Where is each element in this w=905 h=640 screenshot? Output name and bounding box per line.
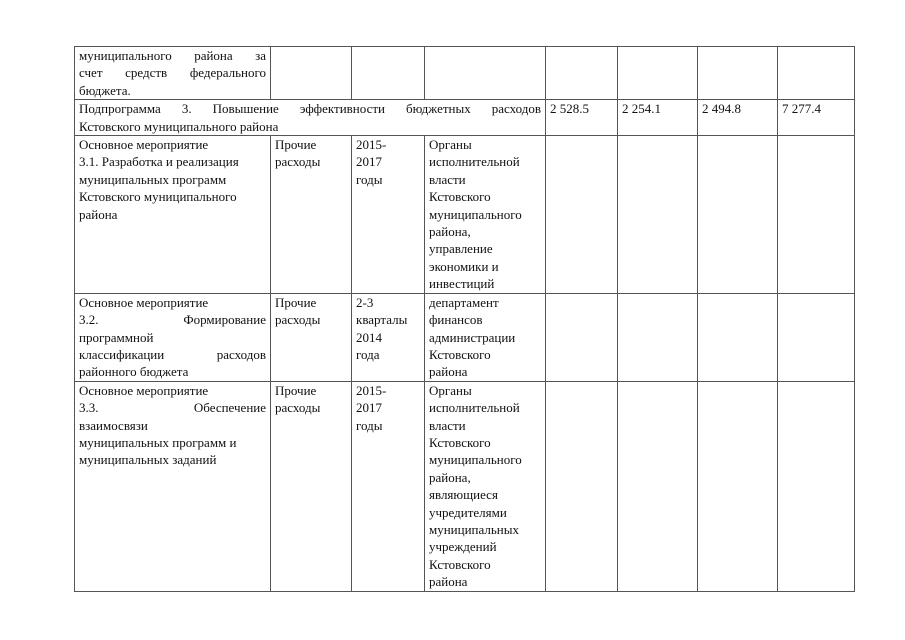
cell-line: района, [429,469,471,485]
cell-line: муниципальных заданий [79,452,217,468]
cell-line: 2017 [356,400,382,416]
table-row-measure-3-1 [75,136,855,294]
table-row-measure-3-2 [75,293,855,381]
word: Обеспечение [193,400,266,416]
empty-cell [425,47,546,100]
cell-line: районного бюджета [79,364,189,380]
table-row-continuation [75,47,855,100]
executor-cell [425,136,546,294]
cell-line: района, [429,224,471,240]
cell-line [79,64,266,81]
executor-cell [425,293,546,381]
word: классификации [79,346,165,362]
cell-line: района [429,364,468,380]
cell-line: муниципальных программ [79,171,227,187]
cell-line: Основное мероприятие [79,294,209,310]
empty-cell [618,381,698,591]
cell-line: власти [429,417,466,433]
cell-line: управление [429,241,493,257]
word: района [194,48,233,63]
cell-line: экономики и [429,258,499,274]
empty-cell [271,47,352,100]
word: за [255,48,266,63]
cell-line [79,311,266,328]
cell-line: Органы [429,382,472,398]
cell-line: расходы [275,154,321,170]
expense-type-cell [271,136,352,294]
expense-type-cell [271,381,352,591]
cell-line: района [79,206,118,222]
word: федерального [189,65,266,81]
empty-cell [698,381,778,591]
subprogram-value-cell: 2 254.1 [618,100,698,136]
cell-line: муниципального [429,452,522,468]
cell-line: года [356,346,380,362]
cell-line: инвестиций [429,276,495,292]
empty-cell [778,47,855,100]
cell-line: учредителями [429,504,507,520]
cell-line: Прочие [275,382,317,398]
empty-cell [618,293,698,381]
cell-line: исполнительной [429,400,520,416]
table-row-measure-3-3 [75,381,855,591]
cell-line: 2-3 [356,294,374,310]
cell-line: власти [429,171,466,187]
cell-line: Основное мероприятие [79,137,209,153]
empty-cell [546,381,618,591]
cell-line: Прочие [275,294,317,310]
subprogram-value-cell: 7 277.4 [778,100,855,136]
cell-line [79,47,266,64]
period-cell [352,293,425,381]
cell-line: кварталы [356,312,408,328]
cell-line: 2017 [356,154,382,170]
measure-name-cell [75,136,271,294]
word: средств [125,65,168,81]
empty-cell [698,293,778,381]
table-row-subprogram [75,100,855,136]
cell-line: муниципальных программ и [79,434,237,450]
word: счет [79,65,103,81]
cell-line: 2015- [356,137,387,153]
subprogram-value-cell: 2 528.5 [546,100,618,136]
word: расходов [216,346,266,362]
cell-line: администрации [429,329,516,345]
cell-line: 2014 [356,329,382,345]
expense-type-cell [271,293,352,381]
cell-line: расходы [275,400,321,416]
word: муниципального [79,48,172,63]
empty-cell [698,136,778,294]
executor-cell [425,381,546,591]
cell-line: муниципального [429,206,522,222]
cell-line: района [429,574,468,590]
cell-line: Кстовского [429,434,491,450]
budget-table [74,46,855,592]
measure-name-cell [75,293,271,381]
subprogram-value-cell: 2 494.8 [698,100,778,136]
empty-cell [778,136,855,294]
cell-line [79,346,266,363]
period-cell [352,381,425,591]
cell-line: Кстовского [429,189,491,205]
empty-cell [618,47,698,100]
cell-line: учреждений [429,539,497,555]
cell-line: Кстовского муниципального [79,189,237,205]
cell-line: Прочие [275,137,317,153]
subprogram-title-line1: Подпрограмма 3. Повышение эффективности бюджетных расходов [79,101,541,117]
cell-line: Кстовского [429,346,491,362]
word: Формирование [183,312,266,328]
word: 3.2. [79,312,99,328]
cell-line: являющиеся [429,487,498,503]
period-cell [352,136,425,294]
cell-line: муниципальных [429,521,520,537]
measure-name-cell [75,381,271,591]
empty-cell [546,136,618,294]
measure-name-cell [75,47,271,100]
empty-cell [546,47,618,100]
empty-cell [618,136,698,294]
subprogram-title-line2: Кстовского муниципального района [79,118,279,134]
cell-line: Кстовского [429,556,491,572]
cell-line: исполнительной [429,154,520,170]
empty-cell [352,47,425,100]
cell-line [79,399,266,416]
word: 3.3. [79,400,99,416]
cell-line: департамент [429,294,499,310]
empty-cell [546,293,618,381]
cell-line: годы [356,171,383,187]
cell-line: взаимосвязи [79,417,148,433]
empty-cell [698,47,778,100]
empty-cell [778,293,855,381]
cell-line: годы [356,417,383,433]
subprogram-title-cell [75,100,546,136]
cell-line: бюджета. [79,82,131,98]
cell-line: расходы [275,312,321,328]
empty-cell [778,381,855,591]
cell-line: 2015- [356,382,387,398]
cell-line: программной [79,329,154,345]
cell-line: Основное мероприятие [79,382,209,398]
cell-line: Органы [429,137,472,153]
cell-line: 3.1. Разработка и реализация [79,154,239,170]
cell-line: финансов [429,312,483,328]
